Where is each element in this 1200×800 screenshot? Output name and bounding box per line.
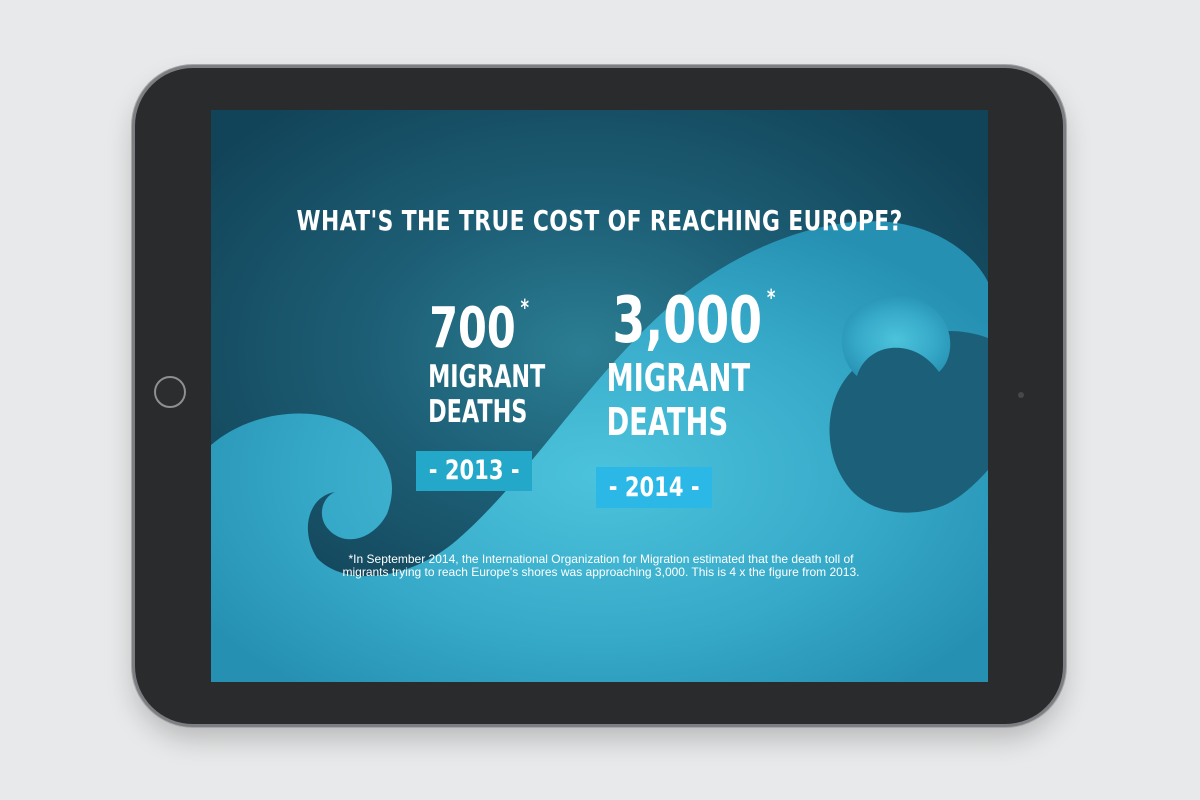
stat-label-line1: MIGRANT [428, 359, 546, 395]
stat-2013 [411, 296, 546, 430]
camera-dot-icon [1018, 392, 1024, 398]
stat-label-line2: DEATHS [428, 394, 528, 430]
footnote [291, 553, 911, 579]
stat-number: 700 * [428, 296, 529, 361]
home-button-icon[interactable] [154, 376, 186, 408]
stat-number: 3,000 * [612, 284, 776, 358]
headline: WHAT'S THE TRUE COST OF REACHING EUROPE? [296, 204, 903, 237]
stat-label-line1: MIGRANT [606, 356, 751, 400]
stat-label-line2: DEATHS [606, 400, 729, 444]
asterisk: * [766, 286, 776, 311]
asterisk: * [520, 296, 529, 321]
tablet-screen [211, 110, 988, 682]
year-badge-2013: - 2013 - [416, 451, 532, 491]
stat-2014 [586, 284, 776, 444]
year-badge-2014: - 2014 - [596, 467, 712, 508]
footnote-line1: *In September 2014, the International Organization for Migration estimated that the death toll of [348, 552, 854, 566]
footnote-line2: migrants trying to reach Europe's shores was approaching 3,000. This is 4 x the figure from 2013. [342, 565, 860, 579]
